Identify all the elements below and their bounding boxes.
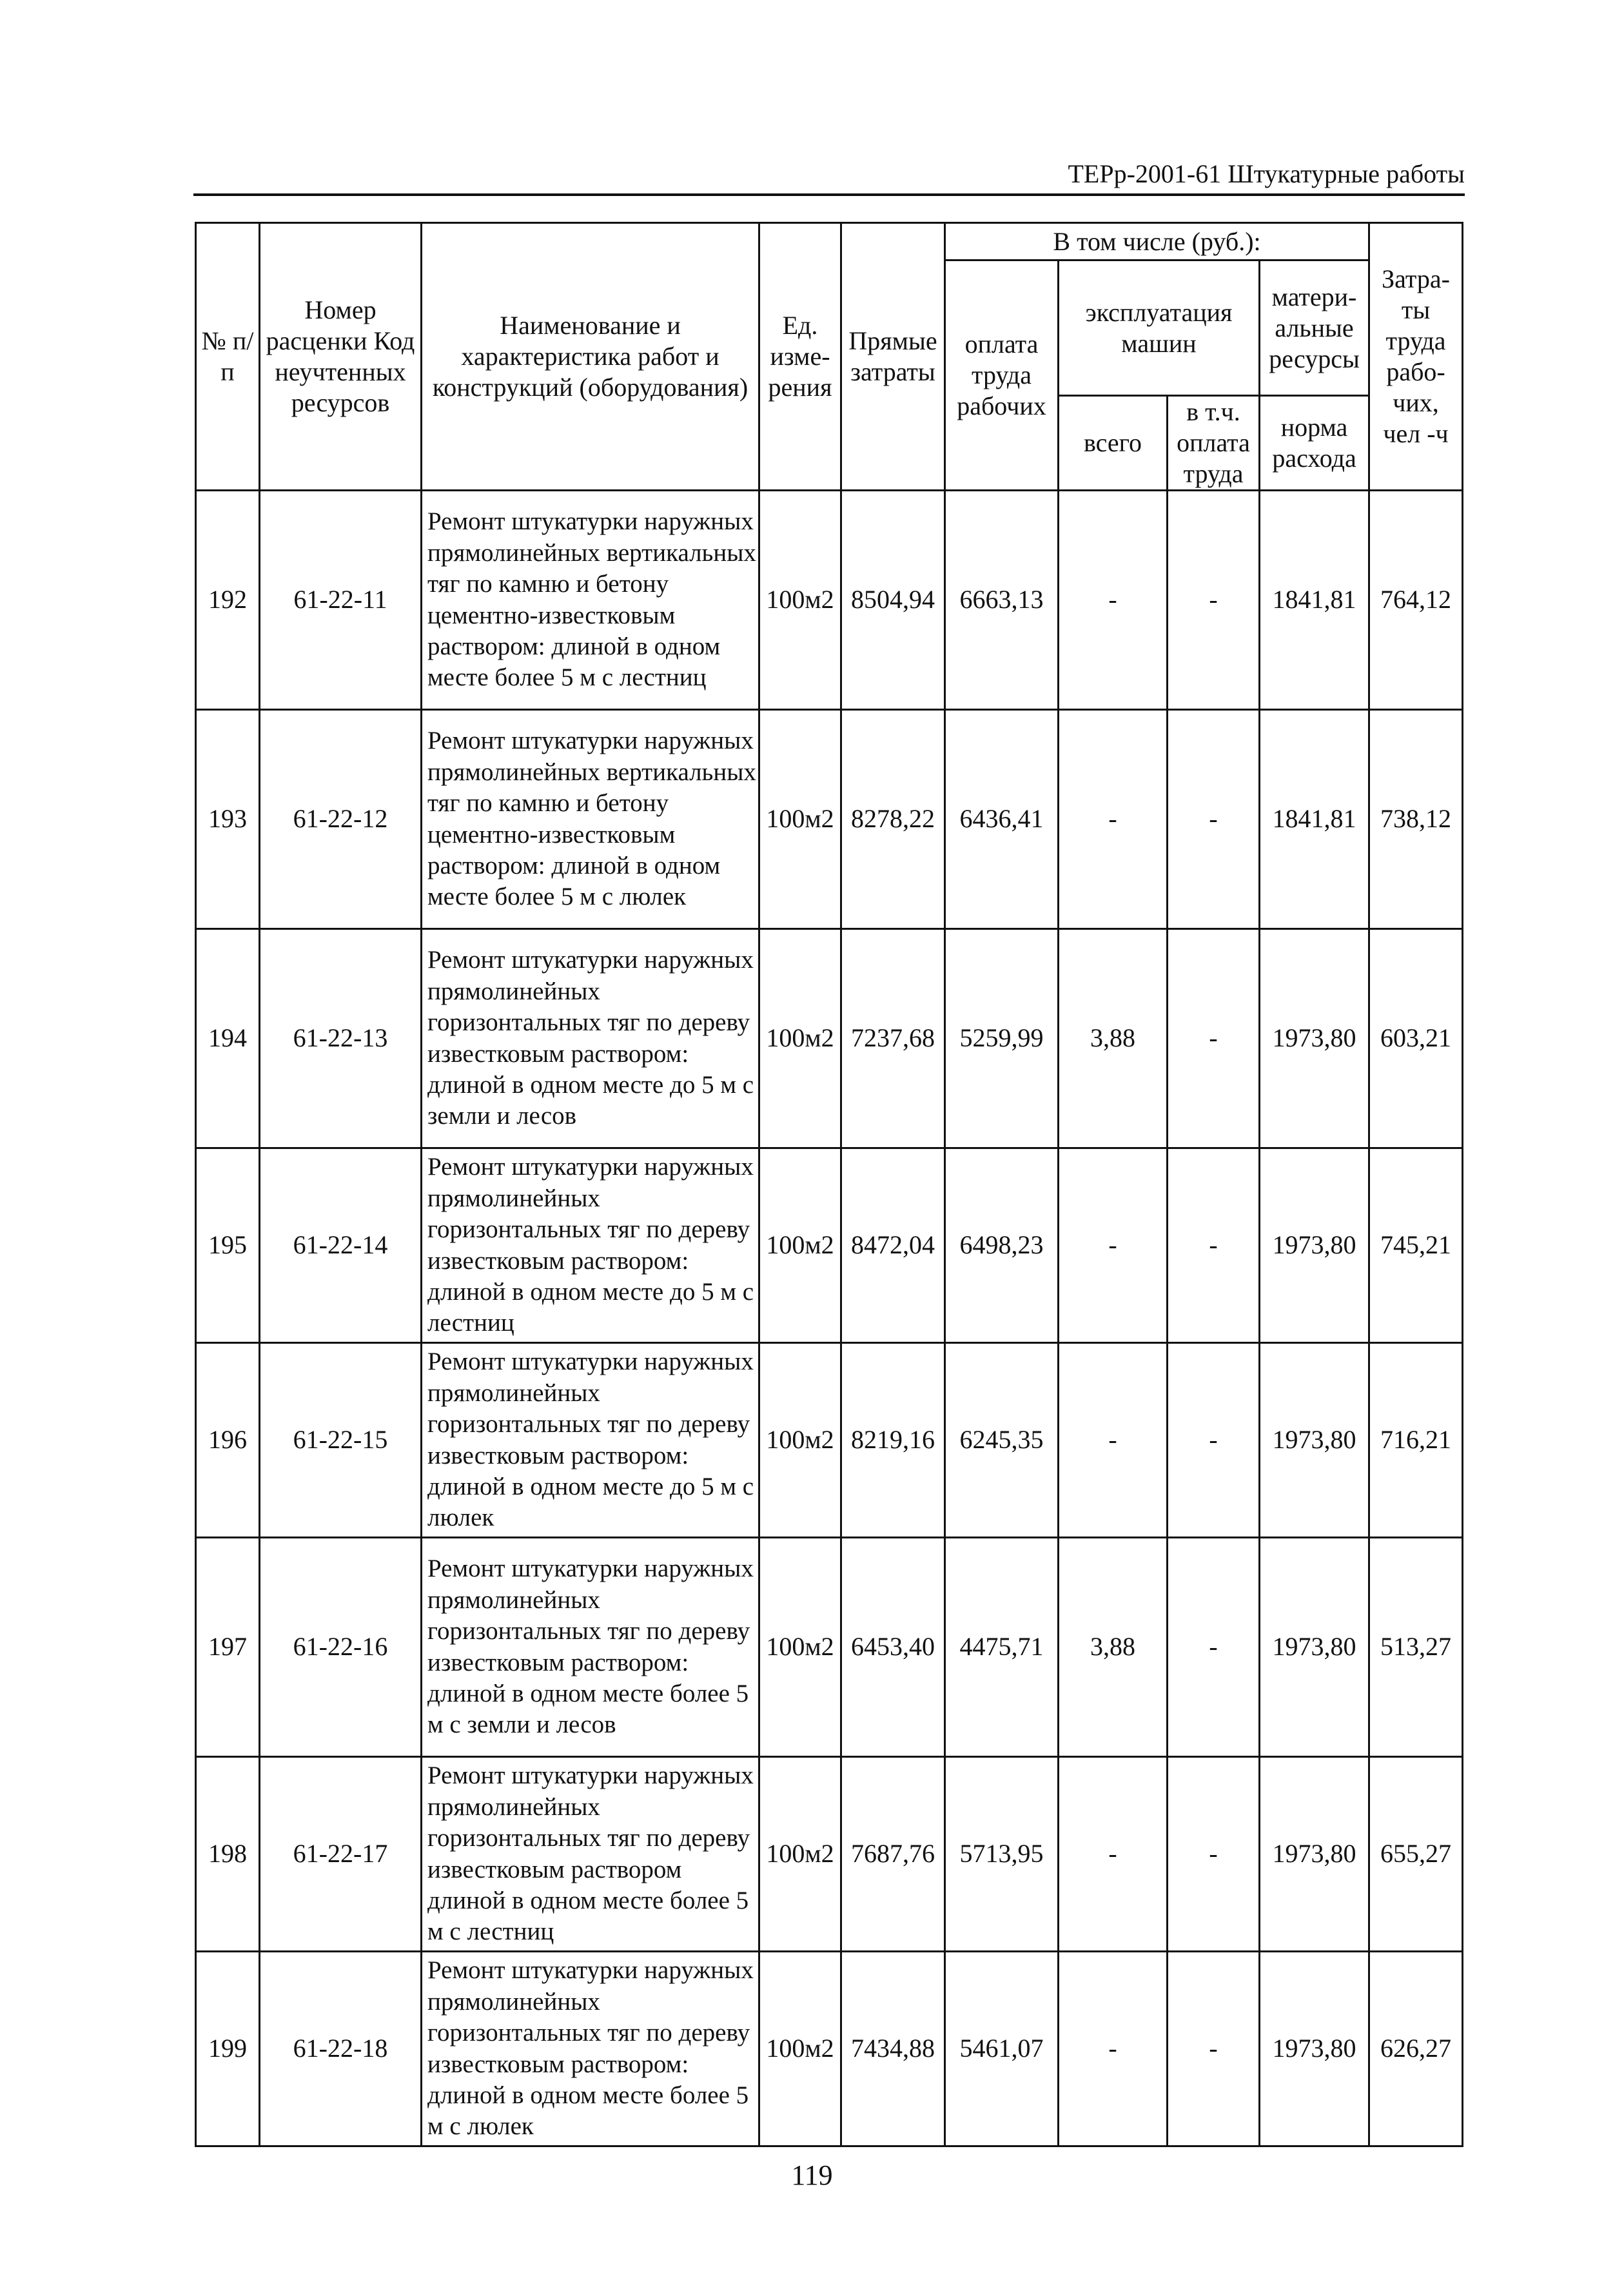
row-labor-pay: 5461,07 [945, 1952, 1059, 2146]
row-labor-hours: 716,21 [1369, 1343, 1463, 1538]
row-no: 196 [196, 1343, 260, 1538]
row-name: Ремонт штукатурки наружных прямолинейных вертикальных тяг по камню и бетону цементно-известковым раствором: длиной в одном месте более 5 м с люлек [422, 710, 759, 929]
row-name: Ремонт штукатурки наружных прямолинейных горизонтальных тяг по дереву известковым раствором: длиной в одном месте до 5 м с лестниц [422, 1148, 759, 1343]
row-direct: 7434,88 [841, 1952, 945, 2146]
row-machines-total: - [1059, 1343, 1168, 1538]
table-row [196, 1952, 1463, 2146]
row-labor-hours: 738,12 [1369, 710, 1463, 929]
row-labor-hours: 655,27 [1369, 1757, 1463, 1952]
table-row [196, 1538, 1463, 1757]
row-no: 197 [196, 1538, 260, 1757]
header-rule [193, 193, 1465, 196]
rates-table [195, 222, 1463, 2147]
row-direct: 8504,94 [841, 491, 945, 710]
row-labor-pay: 6498,23 [945, 1148, 1059, 1343]
table-row [196, 491, 1463, 710]
header-labor-pay: оплата труда рабочих [945, 260, 1059, 491]
table-row [196, 1343, 1463, 1538]
header-machines-total: всего [1059, 396, 1168, 491]
row-materials: 1973,80 [1260, 929, 1369, 1148]
table-row [196, 710, 1463, 929]
row-machines-labor: - [1168, 1952, 1260, 2146]
row-machines-total: 3,88 [1059, 929, 1168, 1148]
running-header: ТЕРр-2001-61 Штукатурные работы [1068, 159, 1465, 188]
table-row [196, 1757, 1463, 1952]
row-machines-labor: - [1168, 1148, 1260, 1343]
row-labor-hours: 764,12 [1369, 491, 1463, 710]
row-unit: 100м2 [759, 1343, 841, 1538]
row-direct: 7237,68 [841, 929, 945, 1148]
row-labor-hours: 603,21 [1369, 929, 1463, 1148]
row-machines-total: - [1059, 1757, 1168, 1952]
header-no: № п/п [196, 223, 260, 491]
row-machines-labor: - [1168, 1757, 1260, 1952]
row-labor-pay: 5713,95 [945, 1757, 1059, 1952]
row-direct: 7687,76 [841, 1757, 945, 1952]
row-direct: 6453,40 [841, 1538, 945, 1757]
row-machines-labor: - [1168, 929, 1260, 1148]
row-name: Ремонт штукатурки наружных прямолинейных горизонтальных тяг по дереву известковым раствором: длиной в одном месте до 5 м с земли и лесов [422, 929, 759, 1148]
row-unit: 100м2 [759, 491, 841, 710]
row-materials: 1841,81 [1260, 710, 1369, 929]
row-no: 193 [196, 710, 260, 929]
header-direct: Прямые затраты [841, 223, 945, 491]
row-unit: 100м2 [759, 1757, 841, 1952]
row-name: Ремонт штукатурки наружных прямолинейных горизонтальных тяг по дереву известковым раствором: длиной в одном месте более 5 м с земли и лесов [422, 1538, 759, 1757]
row-code: 61-22-14 [260, 1148, 422, 1343]
row-machines-labor: - [1168, 1343, 1260, 1538]
header-machines: эксплуатация машин [1059, 260, 1260, 396]
row-labor-pay: 6663,13 [945, 491, 1059, 710]
row-labor-hours: 626,27 [1369, 1952, 1463, 2146]
row-name: Ремонт штукатурки наружных прямолинейных горизонтальных тяг по дереву известковым раствором: длиной в одном месте более 5 м с люлек [422, 1952, 759, 2146]
table-row [196, 929, 1463, 1148]
header-materials: матери-альные ресурсы [1260, 260, 1369, 396]
row-no: 198 [196, 1757, 260, 1952]
row-machines-labor: - [1168, 1538, 1260, 1757]
row-labor-pay: 4475,71 [945, 1538, 1059, 1757]
row-materials: 1973,80 [1260, 1343, 1369, 1538]
row-direct: 8278,22 [841, 710, 945, 929]
row-unit: 100м2 [759, 1148, 841, 1343]
row-materials: 1973,80 [1260, 1952, 1369, 2146]
row-unit: 100м2 [759, 929, 841, 1148]
page-number: 119 [791, 2159, 833, 2191]
row-machines-total: 3,88 [1059, 1538, 1168, 1757]
row-machines-labor: - [1168, 491, 1260, 710]
row-no: 195 [196, 1148, 260, 1343]
row-code: 61-22-11 [260, 491, 422, 710]
header-machines-labor: в т.ч. оплата труда [1168, 396, 1260, 491]
row-labor-hours: 513,27 [1369, 1538, 1463, 1757]
row-no: 199 [196, 1952, 260, 2146]
row-direct: 8219,16 [841, 1343, 945, 1538]
row-code: 61-22-18 [260, 1952, 422, 2146]
row-machines-total: - [1059, 491, 1168, 710]
header-unit: Ед. изме-рения [759, 223, 841, 491]
row-name: Ремонт штукатурки наружных прямолинейных горизонтальных тяг по дереву известковым раствором длиной в одном месте более 5 м с лестниц [422, 1757, 759, 1952]
header-materials-norm: норма расхода [1260, 396, 1369, 491]
row-code: 61-22-17 [260, 1757, 422, 1952]
row-labor-pay: 6436,41 [945, 710, 1059, 929]
header-name: Наименование и характеристика работ и конструкций (оборудования) [422, 223, 759, 491]
row-code: 61-22-15 [260, 1343, 422, 1538]
row-machines-total: - [1059, 1148, 1168, 1343]
header-including: В том числе (руб.): [945, 223, 1369, 260]
row-unit: 100м2 [759, 1538, 841, 1757]
row-materials: 1973,80 [1260, 1757, 1369, 1952]
row-code: 61-22-13 [260, 929, 422, 1148]
row-unit: 100м2 [759, 1952, 841, 2146]
row-no: 194 [196, 929, 260, 1148]
row-labor-pay: 5259,99 [945, 929, 1059, 1148]
header-code: Номер расценки Код неучтенных ресурсов [260, 223, 422, 491]
row-materials: 1841,81 [1260, 491, 1369, 710]
header-labor-hours: Затра-ты труда рабо-чих, чел -ч [1369, 223, 1463, 491]
row-no: 192 [196, 491, 260, 710]
row-machines-total: - [1059, 1952, 1168, 2146]
row-unit: 100м2 [759, 710, 841, 929]
row-machines-total: - [1059, 710, 1168, 929]
row-direct: 8472,04 [841, 1148, 945, 1343]
row-name: Ремонт штукатурки наружных прямолинейных горизонтальных тяг по дереву известковым раствором: длиной в одном месте до 5 м с люлек [422, 1343, 759, 1538]
table-row [196, 1148, 1463, 1343]
row-labor-pay: 6245,35 [945, 1343, 1059, 1538]
row-materials: 1973,80 [1260, 1538, 1369, 1757]
row-materials: 1973,80 [1260, 1148, 1369, 1343]
row-code: 61-22-12 [260, 710, 422, 929]
row-code: 61-22-16 [260, 1538, 422, 1757]
row-labor-hours: 745,21 [1369, 1148, 1463, 1343]
row-machines-labor: - [1168, 710, 1260, 929]
row-name: Ремонт штукатурки наружных прямолинейных вертикальных тяг по камню и бетону цементно-известковым раствором: длиной в одном месте более 5 м с лестниц [422, 491, 759, 710]
